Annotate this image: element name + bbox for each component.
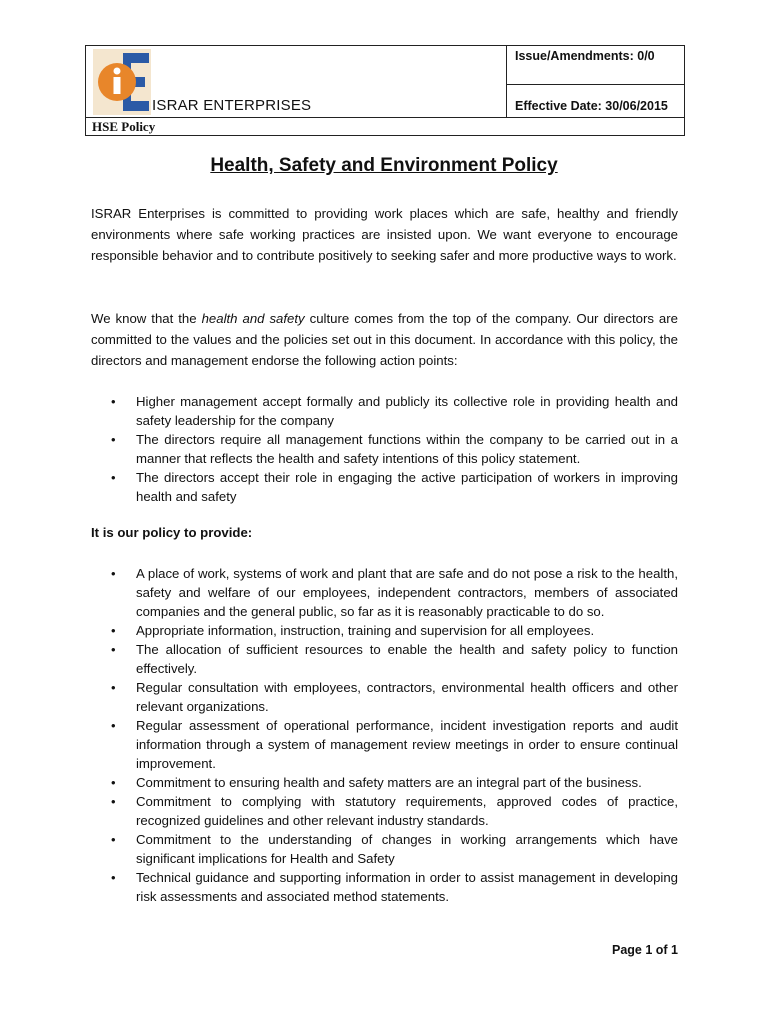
culture-paragraph-emphasis: health and safety	[201, 311, 305, 326]
list-item: • Regular assessment of operational performance, incident investigation reports and audit information through a system of management review meetings in order to ensure continual improvement.	[111, 718, 678, 771]
list-item: • Technical guidance and supporting information in order to assist management in developing risk assessments and associated method statements.	[111, 870, 678, 904]
culture-paragraph	[91, 308, 678, 371]
action-points-list	[0, 392, 768, 506]
list-item: • The directors accept their role in engaging the active participation of workers in improving health and safety	[111, 470, 678, 504]
document-type: HSE Policy	[92, 119, 156, 134]
bullet-icon: •	[111, 718, 116, 733]
bullet-icon: •	[111, 870, 116, 885]
company-logo	[93, 49, 151, 115]
list-item: • Commitment to complying with statutory requirements, approved codes of practice, recognized guidelines and other relevant industry standards.	[111, 794, 678, 828]
intro-paragraph: ISRAR Enterprises is committed to providing work places which are safe, healthy and friendly environments where safe working practices are insisted upon. We want everyone to encourage responsible behavior and to contribute positively to seeking safer and more productive ways to work.	[91, 206, 678, 263]
bullet-icon: •	[111, 566, 116, 581]
company-name: ISRAR ENTERPRISES	[152, 97, 312, 114]
policy-items-list	[0, 564, 768, 906]
page-title: Health, Safety and Environment Policy	[210, 155, 558, 176]
list-item: • Higher management accept formally and publicly its collective role in providing health and safety leadership for the company	[111, 394, 678, 428]
logo-graphic	[93, 49, 151, 115]
bullet-icon: •	[111, 432, 116, 447]
list-item: • Regular consultation with employees, contractors, environmental health officers and other relevant organizations.	[111, 680, 678, 714]
list-item: • The directors require all management functions within the company to be carried out in a manner that reflects the health and safety intentions of this policy statement.	[111, 432, 678, 466]
list-item: • Commitment to the understanding of changes in working arrangements which have significant implications for Health and Safety	[111, 832, 678, 866]
bullet-icon: •	[111, 470, 116, 485]
list-item: • The allocation of sufficient resources to enable the health and safety policy to function effectively.	[111, 642, 678, 676]
list-item: • Appropriate information, instruction, training and supervision for all employees.	[111, 623, 595, 638]
list-item: • A place of work, systems of work and plant that are safe and do not pose a risk to the health, safety and welfare of our employees, independent contractors, members of associated companies and the general public, so far as it is reasonably practicable to do so.	[111, 566, 678, 619]
document-header	[85, 45, 685, 136]
bullet-icon: •	[111, 623, 116, 638]
bullet-icon: •	[111, 832, 116, 847]
culture-paragraph-after: culture comes from the top of the company. Our directors are committed to the values and the policies set out in this document. In accordance with this policy, the directors and management endorse the following action points:	[91, 311, 678, 368]
effective-date: Effective Date: 30/06/2015	[507, 85, 684, 118]
bullet-icon: •	[111, 642, 116, 657]
bullet-icon: •	[111, 394, 116, 409]
bullet-icon: •	[111, 680, 116, 695]
bullet-icon: •	[111, 775, 116, 790]
policy-heading: It is our policy to provide:	[91, 525, 253, 540]
header-logo-cell	[86, 46, 507, 118]
page-number: Page 1 of 1	[612, 943, 678, 957]
bullet-icon: •	[111, 794, 116, 809]
issue-amendments: Issue/Amendments: 0/0	[507, 46, 684, 85]
culture-paragraph-before: We know that the	[91, 311, 202, 326]
list-item: • Commitment to ensuring health and safety matters are an integral part of the business.	[111, 775, 642, 790]
